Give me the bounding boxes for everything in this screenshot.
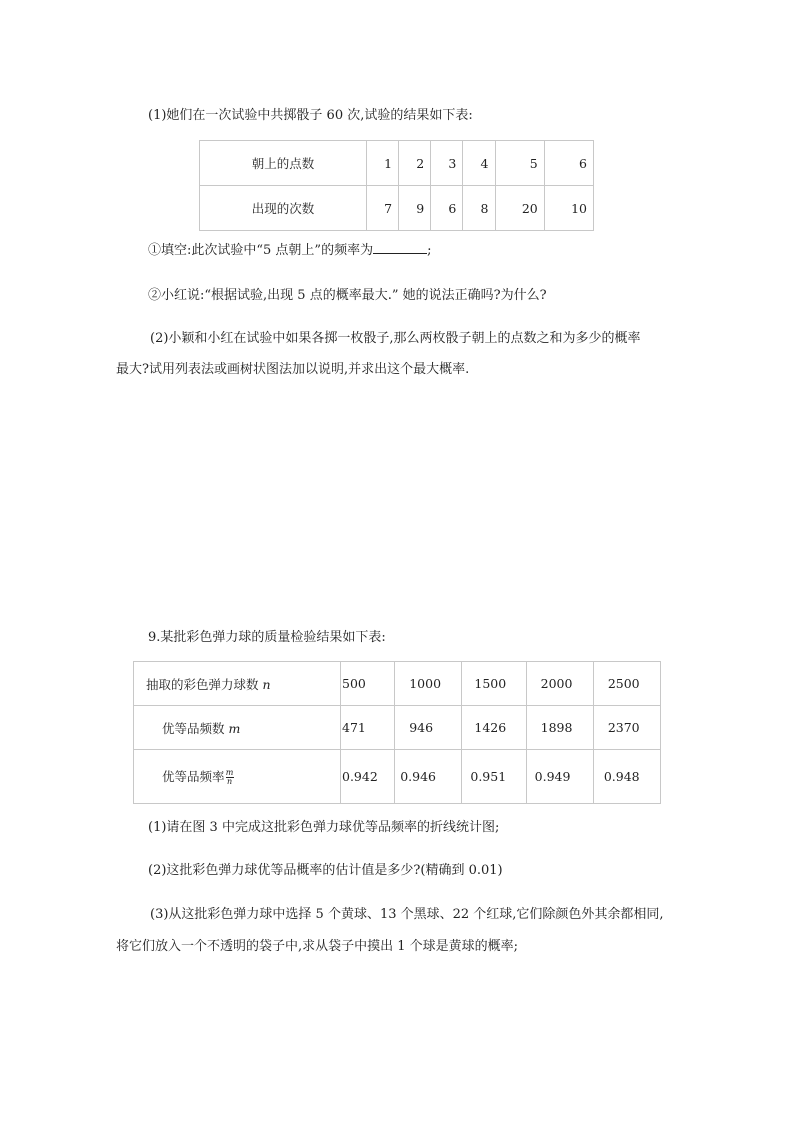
q8-part1-intro: (1)她们在一次试验中共掷骰子 60 次,试验的结果如下表: — [148, 108, 473, 123]
table-header-cell — [134, 662, 341, 706]
dice-results-table — [199, 140, 594, 231]
fill-suffix: ; — [427, 243, 432, 258]
quality-check-table — [133, 661, 661, 804]
q9-part2: (2)这批彩色弹力球优等品概率的估计值是多少?(精确到 0.01) — [148, 863, 503, 878]
table-cell: 4 — [463, 141, 495, 186]
q8-part2-line1: (2)小颖和小红在试验中如果各掷一枚骰子,那么两枚骰子朝上的点数之和为多少的概率 — [150, 331, 641, 346]
table-cell: 2370 — [593, 706, 660, 750]
table-header-cell — [134, 706, 341, 750]
table-cell: 1000 — [395, 662, 462, 706]
table-cell: 2500 — [593, 662, 660, 706]
table-cell: 1 — [367, 141, 399, 186]
q9-part1: (1)请在图 3 中完成这批彩色弹力球优等品频率的折线统计图; — [148, 820, 500, 835]
variable-n: n — [262, 676, 271, 692]
q9-part3-line1: (3)从这批彩色弹力球中选择 5 个黄球、13 个黑球、22 个红球,它们除颜色外其余都相同, — [150, 907, 664, 922]
table-cell: 5 — [495, 141, 544, 186]
table-cell: 1426 — [462, 706, 526, 750]
table-cell: 7 — [367, 186, 399, 231]
table-cell: 946 — [395, 706, 462, 750]
row-label: 优等品频数 — [162, 720, 225, 736]
table-cell: 3 — [431, 141, 463, 186]
table-cell: 471 — [341, 706, 395, 750]
table-cell: 0.942 — [341, 750, 395, 804]
table-cell: 500 — [341, 662, 395, 706]
table-cell: 20 — [495, 186, 544, 231]
table-row — [200, 186, 594, 231]
row-label: 优等品频率 — [162, 769, 225, 784]
row-label: 抽取的彩色弹力球数 — [146, 676, 259, 692]
table-cell: 2000 — [526, 662, 593, 706]
table-row — [134, 706, 661, 750]
table-row — [134, 662, 661, 706]
q8-opinion: ②小红说:“根据试验,出现 5 点的概率最大.” 她的说法正确吗?为什么? — [148, 288, 547, 303]
q9-stem: 9.某批彩色弹力球的质量检验结果如下表: — [148, 630, 386, 645]
table-cell: 0.946 — [395, 750, 462, 804]
table-cell: 6 — [431, 186, 463, 231]
table-header-cell: 朝上的点数 — [200, 141, 367, 186]
table-cell: 0.951 — [462, 750, 526, 804]
q8-fill-blank — [148, 239, 431, 258]
table-cell: 0.949 — [526, 750, 593, 804]
answer-blank[interactable] — [373, 241, 427, 254]
table-cell: 6 — [544, 141, 593, 186]
table-cell: 8 — [463, 186, 495, 231]
table-header-cell: 出现的次数 — [200, 186, 367, 231]
q9-part3-line2: 将它们放入一个不透明的袋子中,求从袋子中摸出 1 个球是黄球的概率; — [116, 939, 519, 954]
variable-m: m — [228, 720, 241, 736]
table-row — [200, 141, 594, 186]
table-header-cell — [134, 750, 341, 804]
fraction-denominator: n — [226, 777, 233, 786]
table-cell: 1898 — [526, 706, 593, 750]
fraction-m-over-n — [226, 769, 234, 786]
table-cell: 10 — [544, 186, 593, 231]
fraction-numerator: m — [225, 768, 234, 777]
q8-part2-line2: 最大?试用列表法或画树状图法加以说明,并求出这个最大概率. — [116, 362, 470, 377]
table-cell: 2 — [399, 141, 431, 186]
fill-prefix: ①填空:此次试验中“5 点朝上”的频率为 — [148, 243, 374, 258]
table-row — [134, 750, 661, 804]
table-cell: 0.948 — [593, 750, 660, 804]
table-cell: 9 — [399, 186, 431, 231]
table-cell: 1500 — [462, 662, 526, 706]
